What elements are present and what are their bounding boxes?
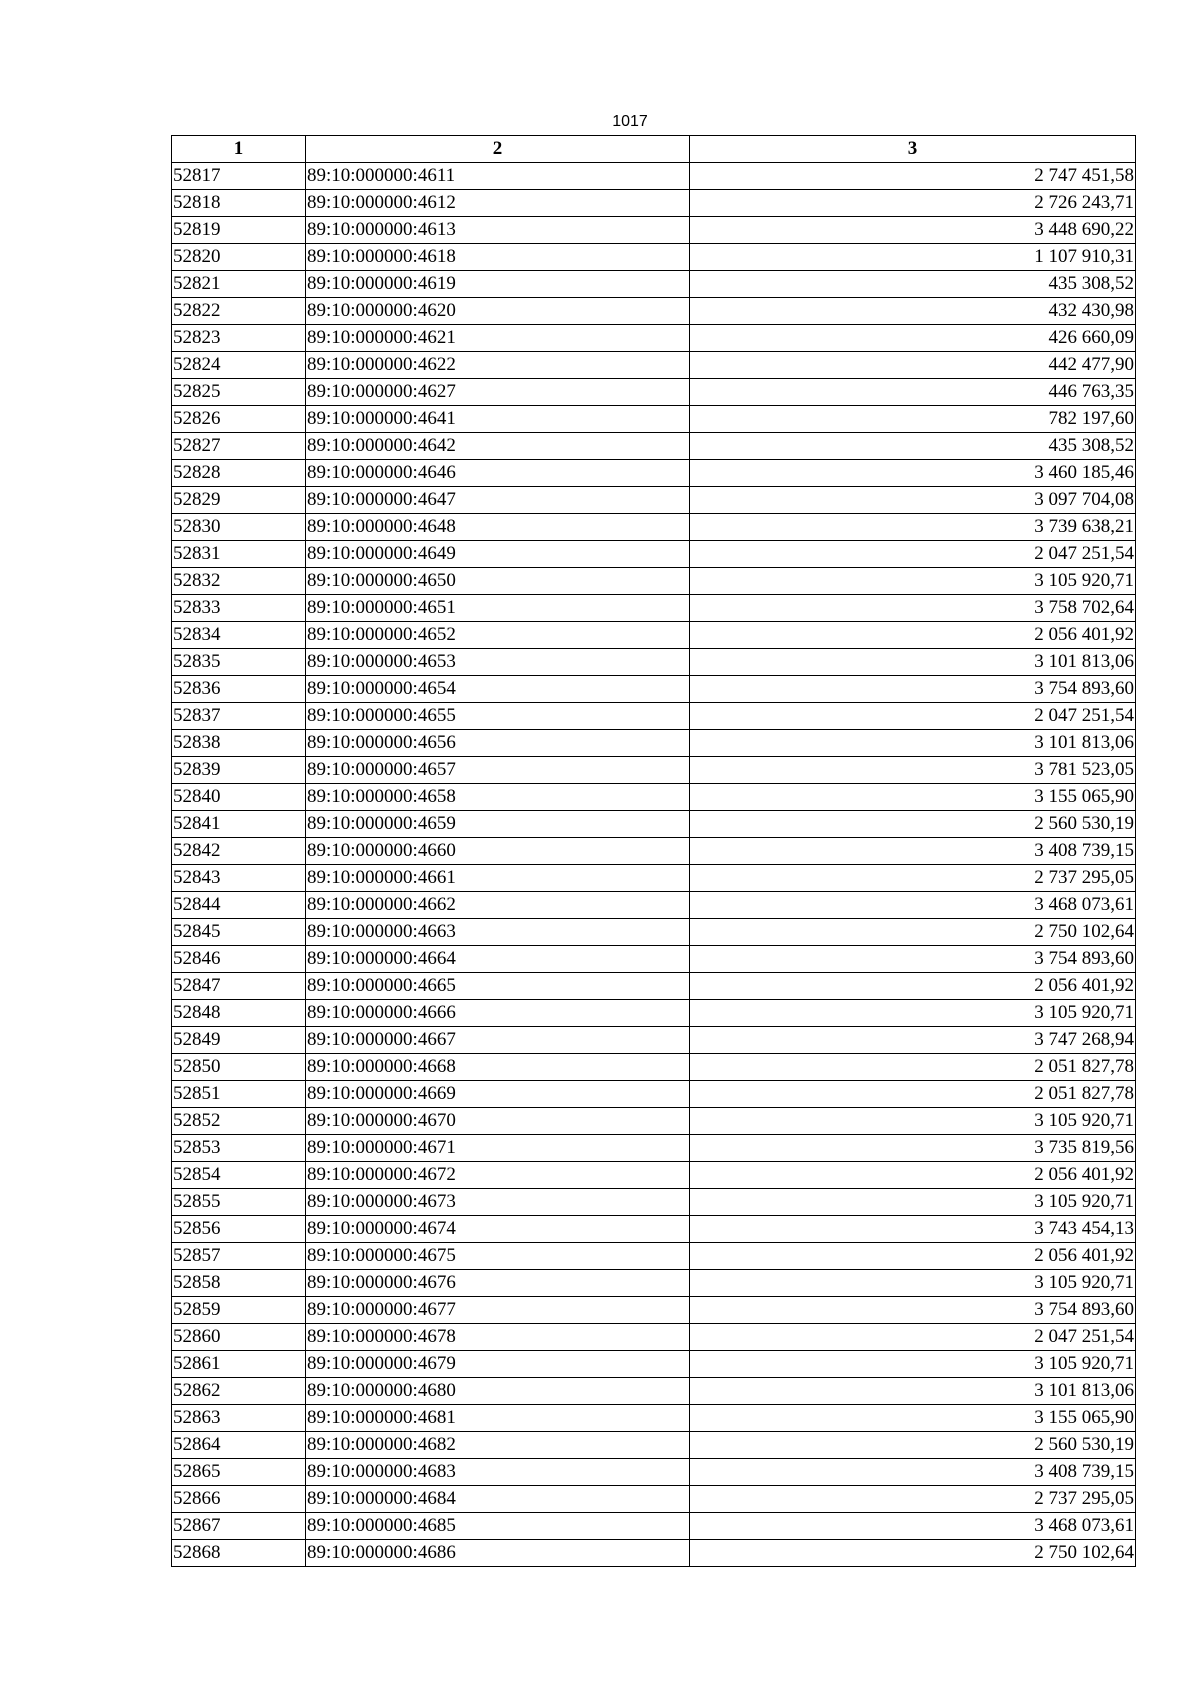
table-row bbox=[172, 1297, 1136, 1324]
cadastral-value: 435 308,52 bbox=[690, 433, 1136, 460]
cadastral-number: 89:10:000000:4664 bbox=[306, 946, 690, 973]
cadastral-number: 89:10:000000:4657 bbox=[306, 757, 690, 784]
cadastral-number: 89:10:000000:4655 bbox=[306, 703, 690, 730]
column-header-2: 2 bbox=[306, 136, 690, 163]
row-number: 52848 bbox=[172, 1000, 306, 1027]
cadastral-number: 89:10:000000:4652 bbox=[306, 622, 690, 649]
cadastral-number: 89:10:000000:4621 bbox=[306, 325, 690, 352]
cadastral-number: 89:10:000000:4681 bbox=[306, 1405, 690, 1432]
cadastral-number: 89:10:000000:4656 bbox=[306, 730, 690, 757]
table-row bbox=[172, 244, 1136, 271]
table-row bbox=[172, 379, 1136, 406]
cadastral-number: 89:10:000000:4613 bbox=[306, 217, 690, 244]
row-number: 52855 bbox=[172, 1189, 306, 1216]
row-number: 52823 bbox=[172, 325, 306, 352]
cadastral-number: 89:10:000000:4674 bbox=[306, 1216, 690, 1243]
row-number: 52850 bbox=[172, 1054, 306, 1081]
cadastral-value: 2 737 295,05 bbox=[690, 865, 1136, 892]
cadastral-number: 89:10:000000:4649 bbox=[306, 541, 690, 568]
cadastral-number: 89:10:000000:4642 bbox=[306, 433, 690, 460]
table-row bbox=[172, 1432, 1136, 1459]
row-number: 52817 bbox=[172, 163, 306, 190]
row-number: 52828 bbox=[172, 460, 306, 487]
cadastral-value: 426 660,09 bbox=[690, 325, 1136, 352]
row-number: 52863 bbox=[172, 1405, 306, 1432]
table-row bbox=[172, 1486, 1136, 1513]
row-number: 52819 bbox=[172, 217, 306, 244]
row-number: 52838 bbox=[172, 730, 306, 757]
cadastral-number: 89:10:000000:4665 bbox=[306, 973, 690, 1000]
table-row bbox=[172, 1378, 1136, 1405]
cadastral-value: 442 477,90 bbox=[690, 352, 1136, 379]
cadastral-value: 3 754 893,60 bbox=[690, 1297, 1136, 1324]
table-row bbox=[172, 1081, 1136, 1108]
row-number: 52861 bbox=[172, 1351, 306, 1378]
cadastral-number: 89:10:000000:4672 bbox=[306, 1162, 690, 1189]
cadastral-value: 1 107 910,31 bbox=[690, 244, 1136, 271]
cadastral-value: 3 408 739,15 bbox=[690, 838, 1136, 865]
row-number: 52826 bbox=[172, 406, 306, 433]
cadastral-number: 89:10:000000:4650 bbox=[306, 568, 690, 595]
row-number: 52835 bbox=[172, 649, 306, 676]
row-number: 52836 bbox=[172, 676, 306, 703]
cadastral-value: 3 105 920,71 bbox=[690, 568, 1136, 595]
cadastral-number: 89:10:000000:4618 bbox=[306, 244, 690, 271]
cadastral-value: 3 097 704,08 bbox=[690, 487, 1136, 514]
table-row bbox=[172, 1243, 1136, 1270]
table-row bbox=[172, 676, 1136, 703]
cadastral-number: 89:10:000000:4680 bbox=[306, 1378, 690, 1405]
row-number: 52843 bbox=[172, 865, 306, 892]
cadastral-value: 3 101 813,06 bbox=[690, 649, 1136, 676]
table-row bbox=[172, 865, 1136, 892]
cadastral-number: 89:10:000000:4611 bbox=[306, 163, 690, 190]
cadastral-number: 89:10:000000:4673 bbox=[306, 1189, 690, 1216]
cadastral-value: 2 056 401,92 bbox=[690, 1162, 1136, 1189]
cadastral-value: 3 155 065,90 bbox=[690, 1405, 1136, 1432]
cadastral-number: 89:10:000000:4658 bbox=[306, 784, 690, 811]
table-row bbox=[172, 703, 1136, 730]
cadastral-number: 89:10:000000:4653 bbox=[306, 649, 690, 676]
header-row bbox=[172, 136, 1136, 163]
cadastral-value: 2 560 530,19 bbox=[690, 1432, 1136, 1459]
table-row bbox=[172, 1108, 1136, 1135]
cadastral-number: 89:10:000000:4659 bbox=[306, 811, 690, 838]
row-number: 52824 bbox=[172, 352, 306, 379]
cadastral-value: 3 105 920,71 bbox=[690, 1189, 1136, 1216]
cadastral-value: 3 468 073,61 bbox=[690, 892, 1136, 919]
table-row bbox=[172, 1324, 1136, 1351]
table-row bbox=[172, 892, 1136, 919]
row-number: 52830 bbox=[172, 514, 306, 541]
cadastral-value: 2 056 401,92 bbox=[690, 622, 1136, 649]
cadastral-number: 89:10:000000:4663 bbox=[306, 919, 690, 946]
table-row bbox=[172, 568, 1136, 595]
row-number: 52851 bbox=[172, 1081, 306, 1108]
cadastral-number: 89:10:000000:4671 bbox=[306, 1135, 690, 1162]
cadastral-number: 89:10:000000:4612 bbox=[306, 190, 690, 217]
table-row bbox=[172, 163, 1136, 190]
cadastral-value: 3 468 073,61 bbox=[690, 1513, 1136, 1540]
cadastral-number: 89:10:000000:4662 bbox=[306, 892, 690, 919]
row-number: 52865 bbox=[172, 1459, 306, 1486]
row-number: 52846 bbox=[172, 946, 306, 973]
row-number: 52858 bbox=[172, 1270, 306, 1297]
cadastral-value: 2 056 401,92 bbox=[690, 1243, 1136, 1270]
table-row bbox=[172, 919, 1136, 946]
row-number: 52866 bbox=[172, 1486, 306, 1513]
table-row bbox=[172, 946, 1136, 973]
row-number: 52854 bbox=[172, 1162, 306, 1189]
row-number: 52864 bbox=[172, 1432, 306, 1459]
column-header-3: 3 bbox=[690, 136, 1136, 163]
cadastral-number: 89:10:000000:4667 bbox=[306, 1027, 690, 1054]
cadastral-value: 2 750 102,64 bbox=[690, 1540, 1136, 1567]
cadastral-value: 435 308,52 bbox=[690, 271, 1136, 298]
table-row bbox=[172, 757, 1136, 784]
table-row bbox=[172, 541, 1136, 568]
cadastral-value: 3 758 702,64 bbox=[690, 595, 1136, 622]
table-row bbox=[172, 433, 1136, 460]
row-number: 52818 bbox=[172, 190, 306, 217]
cadastral-value: 3 105 920,71 bbox=[690, 1351, 1136, 1378]
page-number: 1017 bbox=[612, 113, 648, 130]
table-row bbox=[172, 298, 1136, 325]
cadastral-value: 782 197,60 bbox=[690, 406, 1136, 433]
table-row bbox=[172, 1270, 1136, 1297]
row-number: 52842 bbox=[172, 838, 306, 865]
table-row bbox=[172, 811, 1136, 838]
table-row bbox=[172, 1000, 1136, 1027]
row-number: 52837 bbox=[172, 703, 306, 730]
table-row bbox=[172, 406, 1136, 433]
row-number: 52827 bbox=[172, 433, 306, 460]
row-number: 52868 bbox=[172, 1540, 306, 1567]
row-number: 52820 bbox=[172, 244, 306, 271]
cadastral-value: 3 781 523,05 bbox=[690, 757, 1136, 784]
row-number: 52853 bbox=[172, 1135, 306, 1162]
table-row bbox=[172, 1216, 1136, 1243]
cadastral-number: 89:10:000000:4619 bbox=[306, 271, 690, 298]
cadastral-number: 89:10:000000:4668 bbox=[306, 1054, 690, 1081]
cadastral-number: 89:10:000000:4622 bbox=[306, 352, 690, 379]
cadastral-value: 3 739 638,21 bbox=[690, 514, 1136, 541]
table-row bbox=[172, 1189, 1136, 1216]
cadastral-value: 2 051 827,78 bbox=[690, 1054, 1136, 1081]
cadastral-value: 2 726 243,71 bbox=[690, 190, 1136, 217]
cadastral-value: 3 105 920,71 bbox=[690, 1108, 1136, 1135]
cadastral-number: 89:10:000000:4677 bbox=[306, 1297, 690, 1324]
row-number: 52862 bbox=[172, 1378, 306, 1405]
cadastral-number: 89:10:000000:4686 bbox=[306, 1540, 690, 1567]
row-number: 52852 bbox=[172, 1108, 306, 1135]
cadastral-number: 89:10:000000:4654 bbox=[306, 676, 690, 703]
cadastral-number: 89:10:000000:4641 bbox=[306, 406, 690, 433]
table-row bbox=[172, 1513, 1136, 1540]
cadastral-value: 2 737 295,05 bbox=[690, 1486, 1136, 1513]
cadastral-value: 3 105 920,71 bbox=[690, 1270, 1136, 1297]
cadastral-number: 89:10:000000:4646 bbox=[306, 460, 690, 487]
cadastral-value: 2 047 251,54 bbox=[690, 1324, 1136, 1351]
cadastral-value: 2 047 251,54 bbox=[690, 703, 1136, 730]
row-number: 52856 bbox=[172, 1216, 306, 1243]
table-row bbox=[172, 1405, 1136, 1432]
table-row bbox=[172, 622, 1136, 649]
cadastral-number: 89:10:000000:4679 bbox=[306, 1351, 690, 1378]
row-number: 52845 bbox=[172, 919, 306, 946]
table-row bbox=[172, 190, 1136, 217]
table-row bbox=[172, 460, 1136, 487]
cadastral-value: 3 105 920,71 bbox=[690, 1000, 1136, 1027]
cadastral-number: 89:10:000000:4682 bbox=[306, 1432, 690, 1459]
row-number: 52821 bbox=[172, 271, 306, 298]
cadastral-value: 3 460 185,46 bbox=[690, 460, 1136, 487]
table-row bbox=[172, 1027, 1136, 1054]
row-number: 52833 bbox=[172, 595, 306, 622]
table-row bbox=[172, 838, 1136, 865]
table-body bbox=[172, 163, 1136, 1567]
cadastral-number: 89:10:000000:4627 bbox=[306, 379, 690, 406]
cadastral-number: 89:10:000000:4685 bbox=[306, 1513, 690, 1540]
cadastral-number: 89:10:000000:4683 bbox=[306, 1459, 690, 1486]
cadastral-number: 89:10:000000:4666 bbox=[306, 1000, 690, 1027]
cadastral-number: 89:10:000000:4669 bbox=[306, 1081, 690, 1108]
table-row bbox=[172, 973, 1136, 1000]
registry-table bbox=[171, 135, 1136, 1567]
row-number: 52831 bbox=[172, 541, 306, 568]
cadastral-value: 3 743 454,13 bbox=[690, 1216, 1136, 1243]
row-number: 52825 bbox=[172, 379, 306, 406]
table-row bbox=[172, 487, 1136, 514]
row-number: 52859 bbox=[172, 1297, 306, 1324]
row-number: 52860 bbox=[172, 1324, 306, 1351]
cadastral-number: 89:10:000000:4676 bbox=[306, 1270, 690, 1297]
table-row bbox=[172, 1135, 1136, 1162]
table-row bbox=[172, 784, 1136, 811]
cadastral-value: 3 747 268,94 bbox=[690, 1027, 1136, 1054]
cadastral-value: 3 754 893,60 bbox=[690, 946, 1136, 973]
row-number: 52832 bbox=[172, 568, 306, 595]
cadastral-value: 2 560 530,19 bbox=[690, 811, 1136, 838]
cadastral-number: 89:10:000000:4660 bbox=[306, 838, 690, 865]
table-row bbox=[172, 1459, 1136, 1486]
row-number: 52847 bbox=[172, 973, 306, 1000]
row-number: 52844 bbox=[172, 892, 306, 919]
row-number: 52857 bbox=[172, 1243, 306, 1270]
table-row bbox=[172, 514, 1136, 541]
cadastral-value: 2 047 251,54 bbox=[690, 541, 1136, 568]
column-header-1: 1 bbox=[172, 136, 306, 163]
table-row bbox=[172, 730, 1136, 757]
table-row bbox=[172, 1351, 1136, 1378]
row-number: 52840 bbox=[172, 784, 306, 811]
cadastral-value: 2 051 827,78 bbox=[690, 1081, 1136, 1108]
cadastral-number: 89:10:000000:4678 bbox=[306, 1324, 690, 1351]
cadastral-value: 3 155 065,90 bbox=[690, 784, 1136, 811]
cadastral-value: 3 754 893,60 bbox=[690, 676, 1136, 703]
row-number: 52822 bbox=[172, 298, 306, 325]
row-number: 52867 bbox=[172, 1513, 306, 1540]
cadastral-value: 3 408 739,15 bbox=[690, 1459, 1136, 1486]
table-header bbox=[172, 136, 1136, 163]
cadastral-value: 432 430,98 bbox=[690, 298, 1136, 325]
cadastral-number: 89:10:000000:4684 bbox=[306, 1486, 690, 1513]
cadastral-value: 446 763,35 bbox=[690, 379, 1136, 406]
table-row bbox=[172, 325, 1136, 352]
cadastral-number: 89:10:000000:4661 bbox=[306, 865, 690, 892]
cadastral-number: 89:10:000000:4675 bbox=[306, 1243, 690, 1270]
row-number: 52841 bbox=[172, 811, 306, 838]
cadastral-value: 3 101 813,06 bbox=[690, 730, 1136, 757]
table-row bbox=[172, 1162, 1136, 1189]
table-row bbox=[172, 217, 1136, 244]
cadastral-number: 89:10:000000:4647 bbox=[306, 487, 690, 514]
table-row bbox=[172, 271, 1136, 298]
cadastral-value: 2 747 451,58 bbox=[690, 163, 1136, 190]
table-row bbox=[172, 595, 1136, 622]
cadastral-number: 89:10:000000:4648 bbox=[306, 514, 690, 541]
table-row bbox=[172, 1540, 1136, 1567]
cadastral-number: 89:10:000000:4651 bbox=[306, 595, 690, 622]
row-number: 52834 bbox=[172, 622, 306, 649]
row-number: 52829 bbox=[172, 487, 306, 514]
table-row bbox=[172, 352, 1136, 379]
cadastral-value: 3 101 813,06 bbox=[690, 1378, 1136, 1405]
cadastral-value: 2 750 102,64 bbox=[690, 919, 1136, 946]
table-row bbox=[172, 649, 1136, 676]
cadastral-number: 89:10:000000:4670 bbox=[306, 1108, 690, 1135]
table-row bbox=[172, 1054, 1136, 1081]
row-number: 52849 bbox=[172, 1027, 306, 1054]
cadastral-number: 89:10:000000:4620 bbox=[306, 298, 690, 325]
cadastral-value: 3 735 819,56 bbox=[690, 1135, 1136, 1162]
cadastral-value: 3 448 690,22 bbox=[690, 217, 1136, 244]
cadastral-value: 2 056 401,92 bbox=[690, 973, 1136, 1000]
row-number: 52839 bbox=[172, 757, 306, 784]
